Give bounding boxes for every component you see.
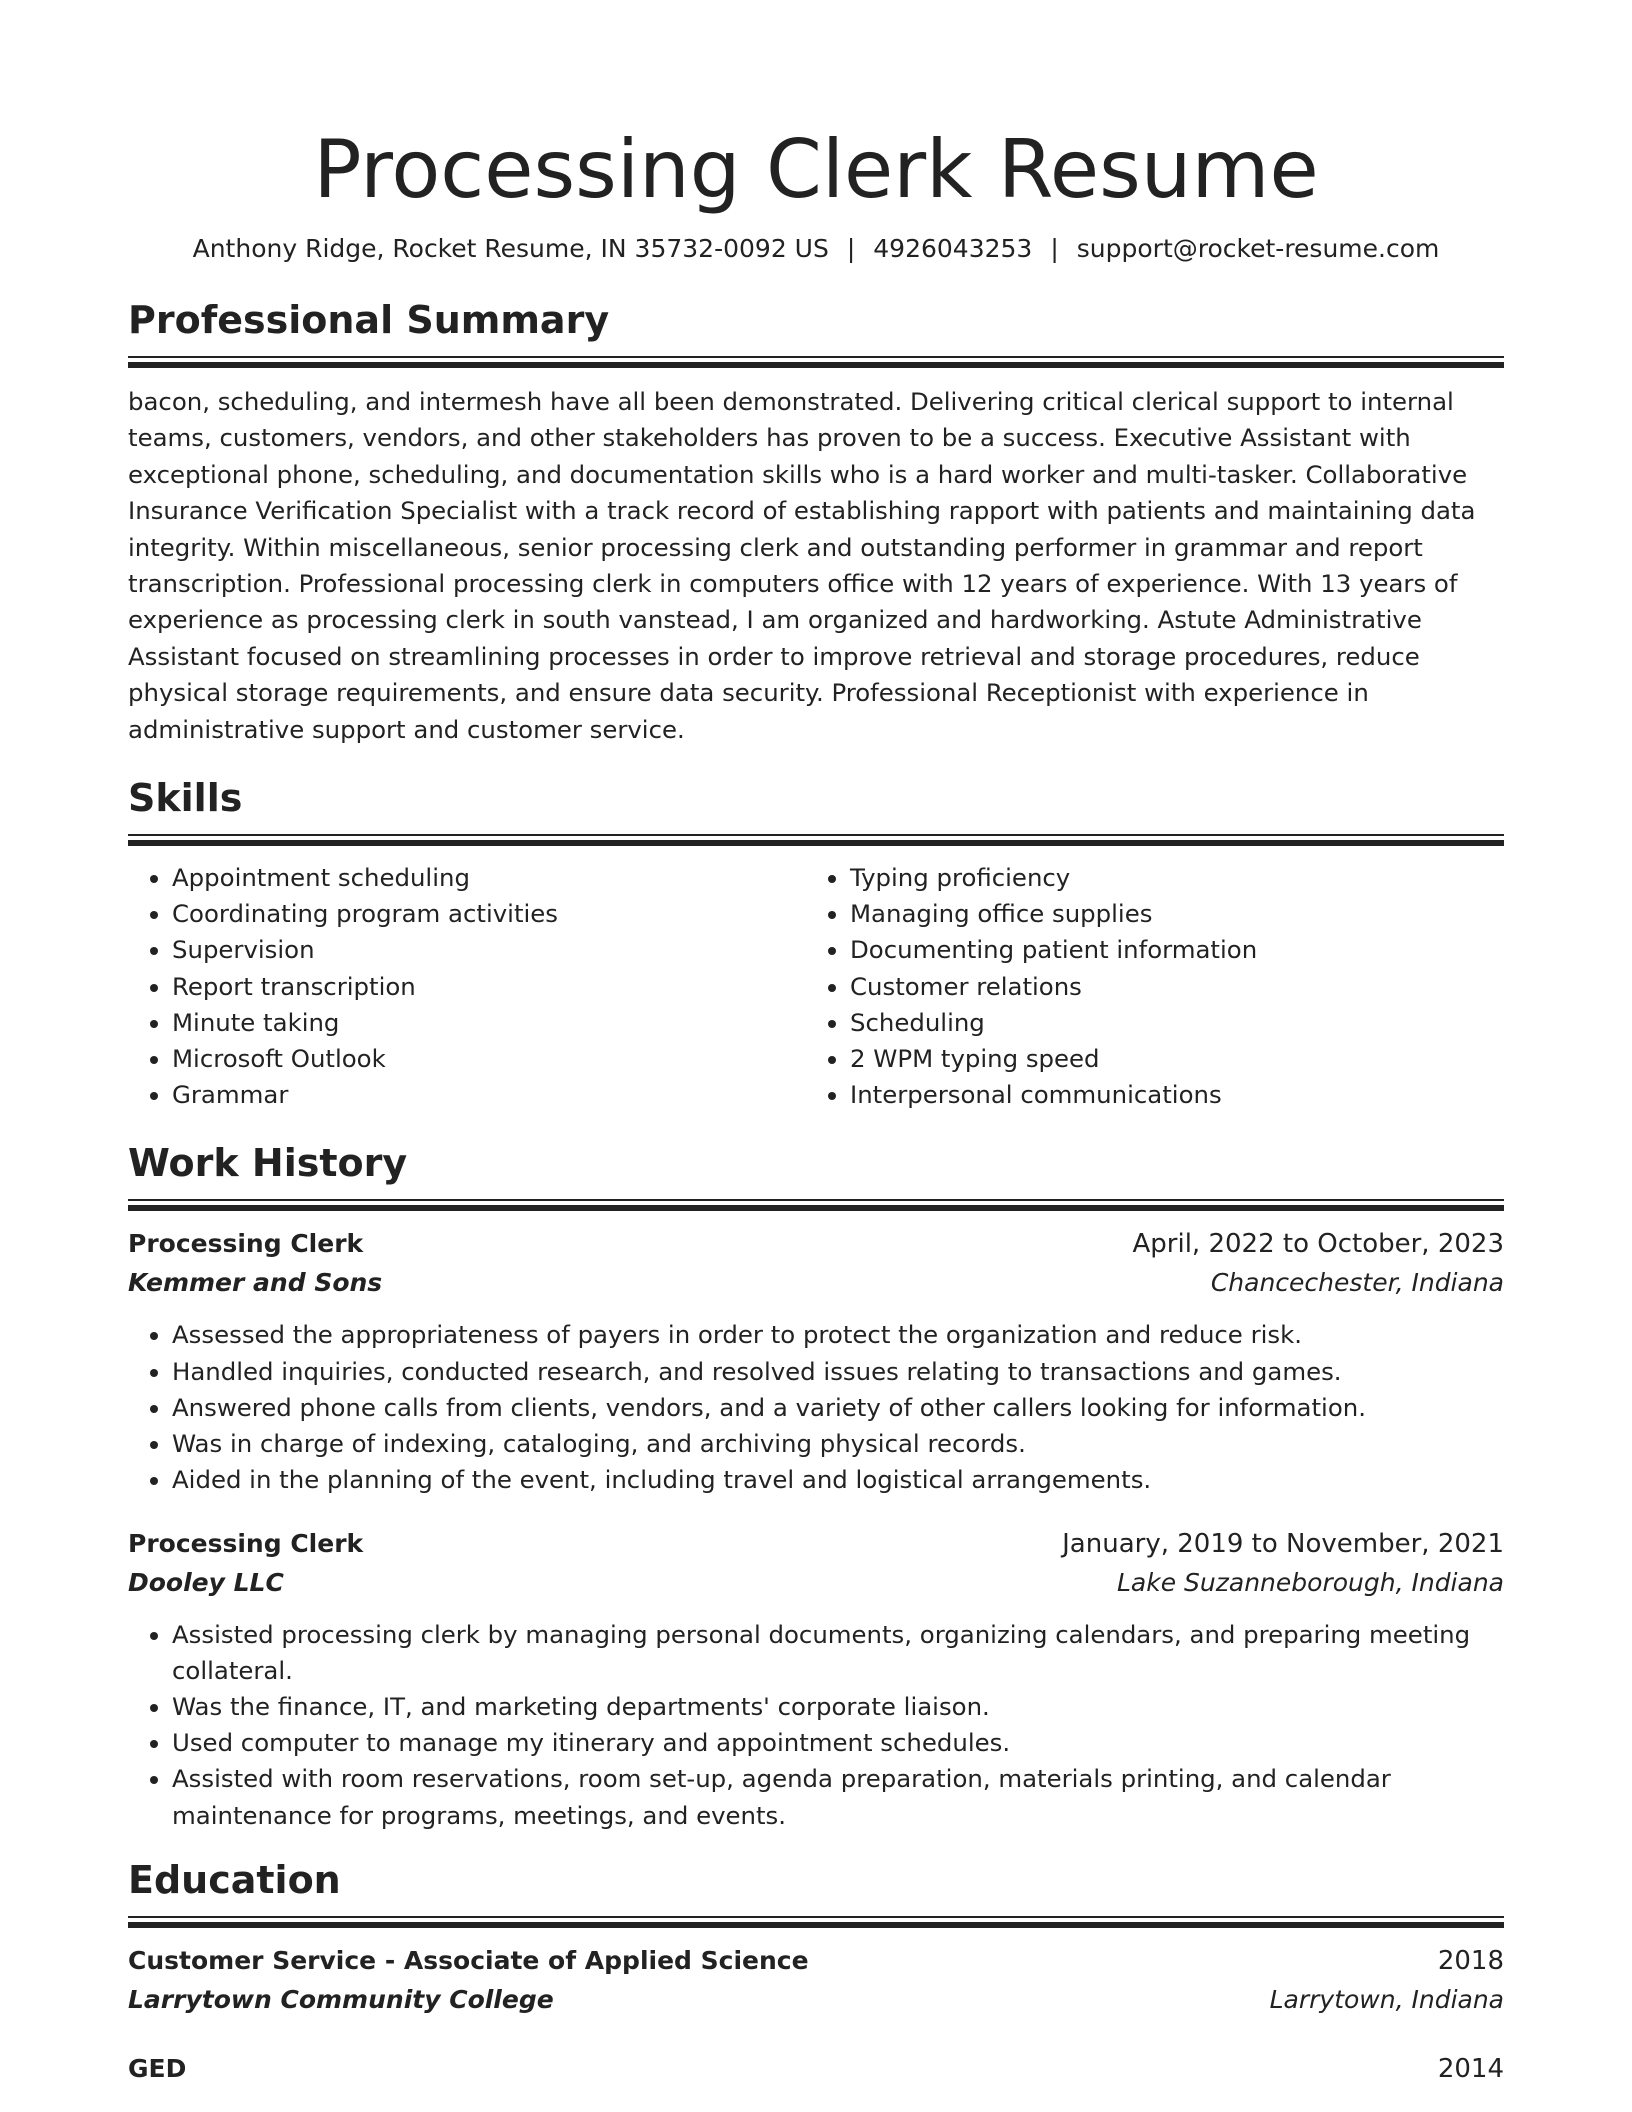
skill-item: • Typing proficiency <box>850 860 1484 896</box>
skill-item: • Customer relations <box>850 969 1484 1005</box>
section-divider <box>128 834 1504 846</box>
contact-phone[interactable]: 4926043253 <box>873 234 1033 263</box>
job-bullets <box>128 1617 1504 1834</box>
contact-separator: | <box>846 234 856 263</box>
job-company: Dooley LLC <box>128 1567 284 1597</box>
contact-line <box>128 232 1504 266</box>
job-dates: April, 2022 to October, 2023 <box>1132 1229 1504 1260</box>
job-bullet: • Assisted with room reservations, room set-up, agenda preparation, materials printing, and calendar maintenance for programs, meetings, and events. <box>172 1761 1504 1833</box>
education-subheader <box>128 1980 1504 2020</box>
skill-item: • Documenting patient information <box>850 932 1484 968</box>
job-company: Kemmer and Sons <box>128 1268 383 1298</box>
resume-page <box>128 0 1504 2088</box>
education-degree: Customer Service - Associate of Applied Science <box>128 1945 809 1975</box>
skills-column-left <box>128 860 806 1113</box>
contact-address: Anthony Ridge, Rocket Resume, IN 35732-0092 US <box>192 234 829 263</box>
skill-item: • Supervision <box>172 932 806 968</box>
skill-item: • Managing office supplies <box>850 896 1484 932</box>
job-bullets <box>128 1317 1504 1498</box>
education-entry <box>128 1942 1504 2020</box>
section-divider <box>128 1916 1504 1928</box>
resume-title: Processing Clerk Resume <box>313 123 1319 216</box>
skill-item: • Microsoft Outlook <box>172 1041 806 1077</box>
skills-section <box>128 774 1504 1113</box>
education-section <box>128 1856 1504 2088</box>
education-location: Larrytown, Indiana <box>1269 1984 1504 2014</box>
education-header <box>128 1942 1504 1980</box>
job-title: Processing Clerk <box>128 1229 364 1259</box>
job-header <box>128 1225 1504 1263</box>
job-bullet: • Handled inquiries, conducted research, and resolved issues relating to transactions and games. <box>172 1354 1504 1390</box>
skill-item: • 2 WPM typing speed <box>850 1041 1484 1077</box>
skill-item: • Coordinating program activities <box>172 896 806 932</box>
section-heading-skills: Skills <box>128 776 243 821</box>
section-divider <box>128 356 1504 368</box>
job-bullet: • Was the finance, IT, and marketing departments' corporate liaison. <box>172 1689 1504 1725</box>
education-year: 2014 <box>1437 2053 1504 2084</box>
work-history-section <box>128 1139 1504 1833</box>
education-year: 2018 <box>1437 1945 1504 1976</box>
skill-item: • Scheduling <box>850 1005 1484 1041</box>
section-heading-summary: Professional Summary <box>128 298 610 342</box>
job-bullet: • Used computer to manage my itinerary and appointment schedules. <box>172 1725 1504 1761</box>
section-divider <box>128 1199 1504 1211</box>
skills-list <box>128 860 1504 1113</box>
job-title: Processing Clerk <box>128 1528 364 1558</box>
job-bullet: • Aided in the planning of the event, including travel and logistical arrangements. <box>172 1462 1504 1498</box>
job-subheader <box>128 1563 1504 1603</box>
job-location: Chancechester, Indiana <box>1210 1268 1504 1298</box>
skill-item: • Minute taking <box>172 1005 806 1041</box>
job-bullet: • Answered phone calls from clients, vendors, and a variety of other callers looking for information. <box>172 1390 1504 1426</box>
education-entry <box>128 2050 1504 2088</box>
job-header <box>128 1525 1504 1563</box>
contact-email[interactable]: support@rocket-resume.com <box>1076 234 1440 263</box>
contact-separator: | <box>1050 234 1059 263</box>
skill-item: • Interpersonal communications <box>850 1077 1484 1113</box>
education-header <box>128 2050 1504 2088</box>
summary-text: bacon, scheduling, and intermesh have all been demonstrated. Delivering critical clerical support to internal teams, customers, vendors, and other stakeholders has proven to be a success. Executive Assistant with exceptional phone, scheduling, and documentation skills who is a hard worker and multi-tasker. Collaborative Insurance Verification Specialist with a track record of establishing rapport with patients and maintaining data integrity. Within miscellaneous, senior processing clerk and outstanding performer in grammar and report transcription. Professional processing clerk in computers office with 12 years of experience. With 13 years of experience as processing clerk in south vanstead, I am organized and hardworking. Astute Administrative Assistant focused on streamlining processes in order to improve retrieval and storage procedures, reduce physical storage requirements, and ensure data security. Professional Receptionist with experience in administrative support and customer service. <box>128 387 1476 744</box>
skill-item: • Appointment scheduling <box>172 860 806 896</box>
job-location: Lake Suzanneborough, Indiana <box>1117 1567 1504 1597</box>
summary-section <box>128 296 1504 748</box>
skill-item: • Grammar <box>172 1077 806 1113</box>
job-dates: January, 2019 to November, 2021 <box>1062 1528 1504 1559</box>
job-bullet: • Assisted processing clerk by managing personal documents, organizing calendars, and preparing meeting collateral. <box>172 1617 1504 1689</box>
job-entry <box>128 1225 1504 1498</box>
education-degree: GED <box>128 2053 187 2083</box>
job-entry <box>128 1525 1504 1834</box>
job-subheader <box>128 1263 1504 1303</box>
education-school: Larrytown Community College <box>128 1984 554 2014</box>
job-bullet: • Assessed the appropriateness of payers in order to protect the organization and reduce risk. <box>172 1317 1504 1353</box>
job-bullet: • Was in charge of indexing, cataloging, and archiving physical records. <box>172 1426 1504 1462</box>
section-heading-education: Education <box>128 1857 341 1902</box>
skills-column-right <box>806 860 1484 1113</box>
section-heading-work-history: Work History <box>128 1141 408 1186</box>
skill-item: • Report transcription <box>172 969 806 1005</box>
